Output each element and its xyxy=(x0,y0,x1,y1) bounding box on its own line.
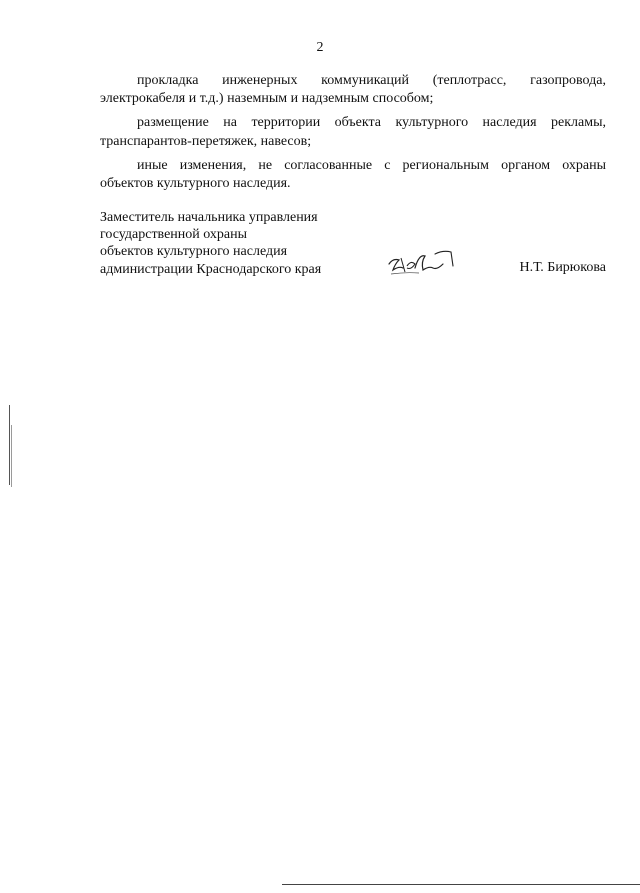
paragraph-advertising xyxy=(100,114,606,150)
paragraph-line: прокладка инженерных коммуникаций (теплотрасс, газопровода, xyxy=(137,73,606,88)
scan-edge-mark xyxy=(11,425,12,487)
handwritten-signature xyxy=(385,244,465,280)
position-line: объектов культурного наследия xyxy=(100,244,288,260)
document-body xyxy=(100,72,606,199)
position-line: Заместитель начальника управления xyxy=(100,210,318,225)
paragraph-line: транспарантов-перетяжек, навесов; xyxy=(100,133,312,149)
signatory-position xyxy=(100,209,321,278)
page-number: 2 xyxy=(316,40,324,55)
paragraph-line: иные изменения, не согласованные с региональным органом охраны xyxy=(137,157,606,173)
signer-name: Н.Т. Бирюкова xyxy=(519,260,606,275)
paragraph-line: электрокабеля и т.д.) наземным и надземным способом; xyxy=(100,91,434,107)
scan-bottom-line xyxy=(282,884,640,885)
scan-edge-mark xyxy=(9,405,10,485)
position-line: государственной охраны xyxy=(100,227,248,243)
paragraph-other-changes xyxy=(100,157,606,193)
paragraph-line: размещение на территории объекта культурного наследия рекламы, xyxy=(137,115,606,131)
paragraph-utilities xyxy=(100,72,606,108)
paragraph-line: объектов культурного наследия. xyxy=(100,176,291,192)
position-line: администрации Краснодарского края xyxy=(100,261,322,277)
